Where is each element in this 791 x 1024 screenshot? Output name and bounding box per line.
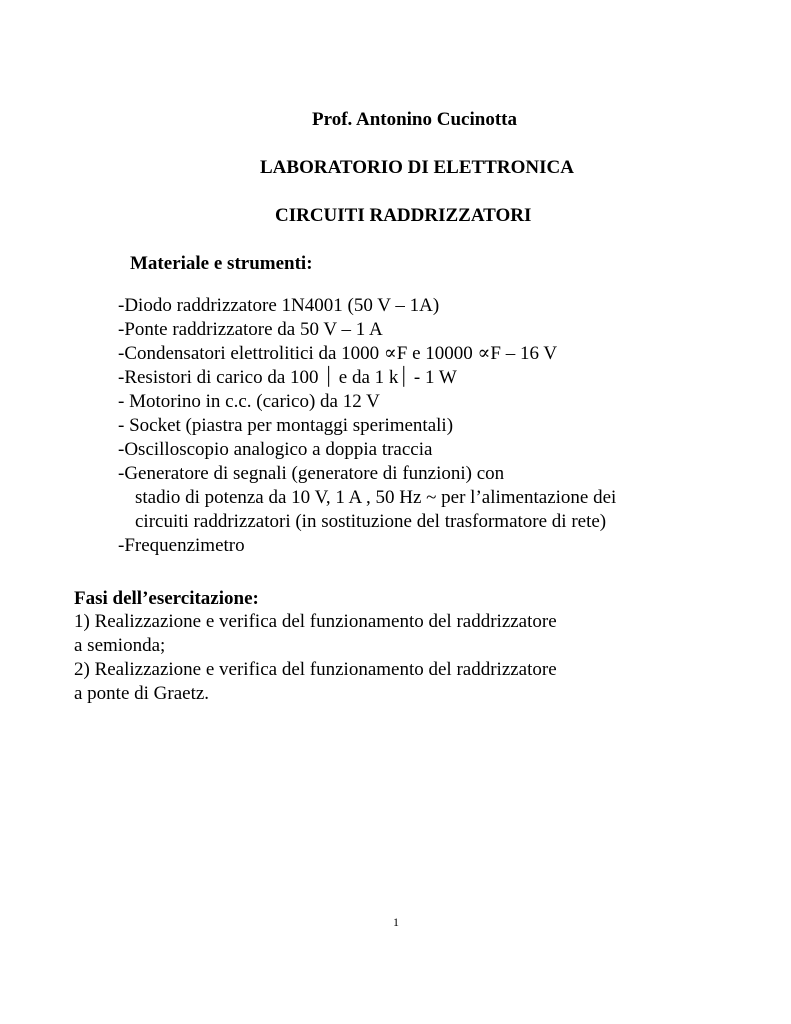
- material-item: -Ponte raddrizzatore da 50 V – 1 A: [118, 319, 383, 340]
- material-item: -Diodo raddrizzatore 1N4001 (50 V – 1A): [118, 295, 440, 316]
- material-item: - Motorino in c.c. (carico) da 12 V: [118, 391, 380, 412]
- materials-heading: Materiale e strumenti:: [130, 253, 313, 274]
- material-item: - Socket (piastra per montaggi sperimentali): [118, 415, 454, 436]
- material-item: -Frequenzimetro: [118, 535, 245, 556]
- material-item: -Resistori di carico da 100 ⏐ e da 1 k⏐ - 1 W: [118, 367, 457, 388]
- phase-line: a ponte di Graetz.: [74, 683, 210, 704]
- topic-heading: CIRCUITI RADDRIZZATORI: [275, 205, 532, 226]
- material-item: -Condensatori elettrolitici da 1000 ∝F e 10000 ∝F – 16 V: [118, 343, 558, 364]
- phase-line: a semionda;: [74, 635, 166, 656]
- material-item: -Generatore di segnali (generatore di funzioni) con: [118, 463, 505, 484]
- author-heading: Prof. Antonino Cucinotta: [312, 109, 517, 130]
- material-item-continuation: stadio di potenza da 10 V, 1 A , 50 Hz ~ per l’alimentazione dei: [135, 487, 617, 508]
- material-item: -Oscilloscopio analogico a doppia traccia: [118, 439, 433, 460]
- phases-list: [74, 610, 557, 706]
- material-item-continuation: circuiti raddrizzatori (in sostituzione del trasformatore di rete): [135, 511, 607, 532]
- phase-line: 1) Realizzazione e verifica del funzionamento del raddrizzatore: [74, 611, 557, 632]
- page-number: 1: [393, 915, 399, 929]
- phases-heading: Fasi dell’esercitazione:: [74, 588, 259, 609]
- lab-heading: LABORATORIO DI ELETTRONICA: [260, 157, 574, 178]
- materials-list: [118, 294, 616, 558]
- phase-line: 2) Realizzazione e verifica del funzionamento del raddrizzatore: [74, 659, 557, 680]
